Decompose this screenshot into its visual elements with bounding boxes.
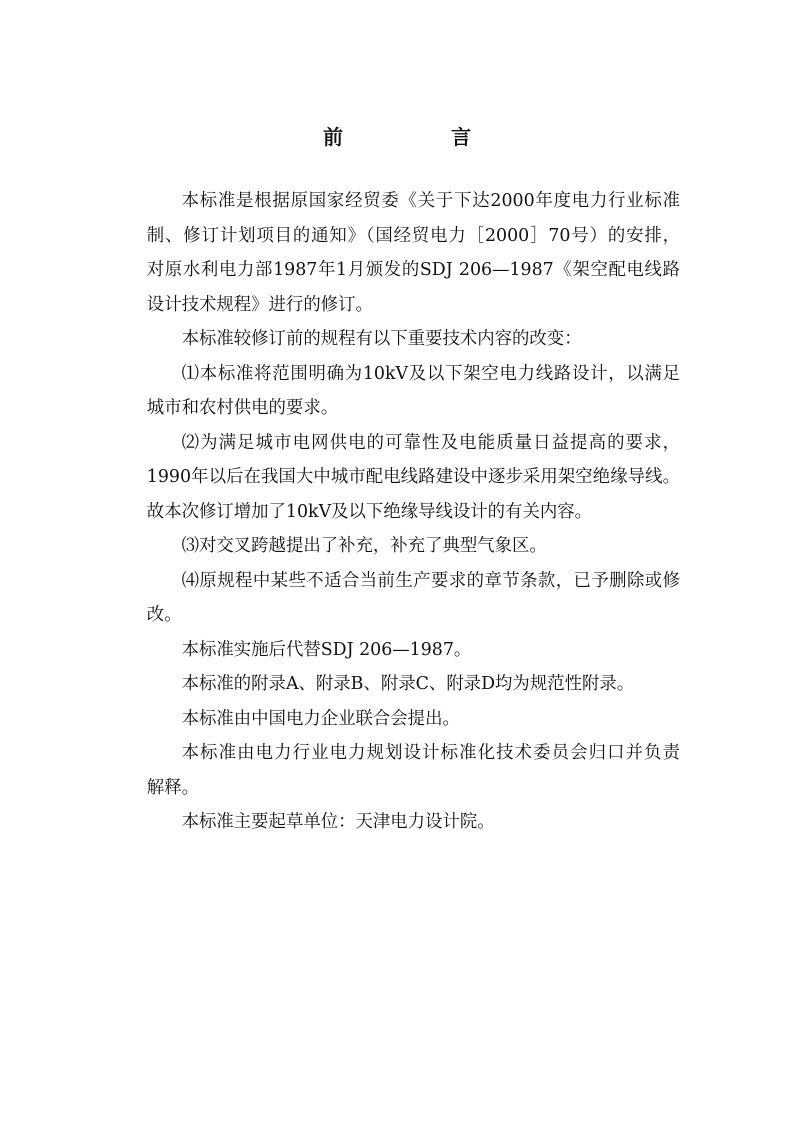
paragraph-line: 设计技术规程》进行的修订。 (146, 294, 373, 315)
paragraph-line: ⑶对交叉跨越提出了补充，补充了典型气象区。 (181, 536, 547, 556)
paragraph-line: 城市和农村供电的要求。 (146, 398, 339, 418)
paragraph-line: 本标准较修订前的规程有以下重要技术内容的改变： (181, 329, 582, 349)
paragraph-line: ⑵为满足城市电网供电的可靠性及电能质量日益提高的要求， (181, 432, 680, 453)
paragraph-line: 本标准由中国电力企业联合会提出。 (181, 708, 460, 729)
document-body (112, 184, 680, 840)
paragraph-line: 本标准是根据原国家经贸委《关于下达2000年度电力行业标准 (181, 191, 680, 211)
paragraph-line: 本标准由电力行业电力规划设计标准化技术委员会归口并负责 (181, 743, 680, 763)
paragraph-3 (112, 357, 680, 426)
paragraph-line: 故本次修订增加了10kV及以下绝缘导线设计的有关内容。 (146, 501, 593, 522)
paragraph-line: 1990年以后在我国大中城市配电线路建设中逐步采用架空绝缘导线。 (146, 467, 680, 487)
paragraph-2 (112, 322, 680, 357)
page-title: 前 言 (323, 125, 515, 149)
paragraph-11 (112, 805, 680, 840)
paragraph-line: 本标准的附录A、附录B、附录C、附录D均为规范性附录。 (181, 674, 635, 694)
paragraph-8 (112, 667, 680, 702)
paragraph-line: 制、修订计划项目的通知》（国经贸电力［2000］70号）的安排， (146, 225, 680, 246)
paragraph-line: 本标准主要起草单位：天津电力设计院。 (181, 812, 495, 832)
paragraph-line: ⑷原规程中某些不适合当前生产要求的章节条款，已予删除或修 (181, 570, 680, 591)
paragraph-5 (112, 529, 680, 564)
paragraph-6 (112, 564, 680, 633)
paragraph-line: ⑴本标准将范围明确为10kV及以下架空电力线路设计，以满足 (181, 363, 680, 384)
paragraph-line: 对原水利电力部1987年1月颁发的SDJ 206—1987《架空配电线路 (146, 260, 680, 280)
paragraph-1 (112, 184, 680, 322)
paragraph-line: 改。 (146, 605, 182, 625)
paragraph-line: 解释。 (146, 777, 199, 798)
paragraph-line: 本标准实施后代替SDJ 206—1987。 (181, 639, 472, 660)
paragraph-9 (112, 702, 680, 737)
paragraph-7 (112, 633, 680, 668)
paragraph-4 (112, 426, 680, 530)
paragraph-10 (112, 736, 680, 805)
